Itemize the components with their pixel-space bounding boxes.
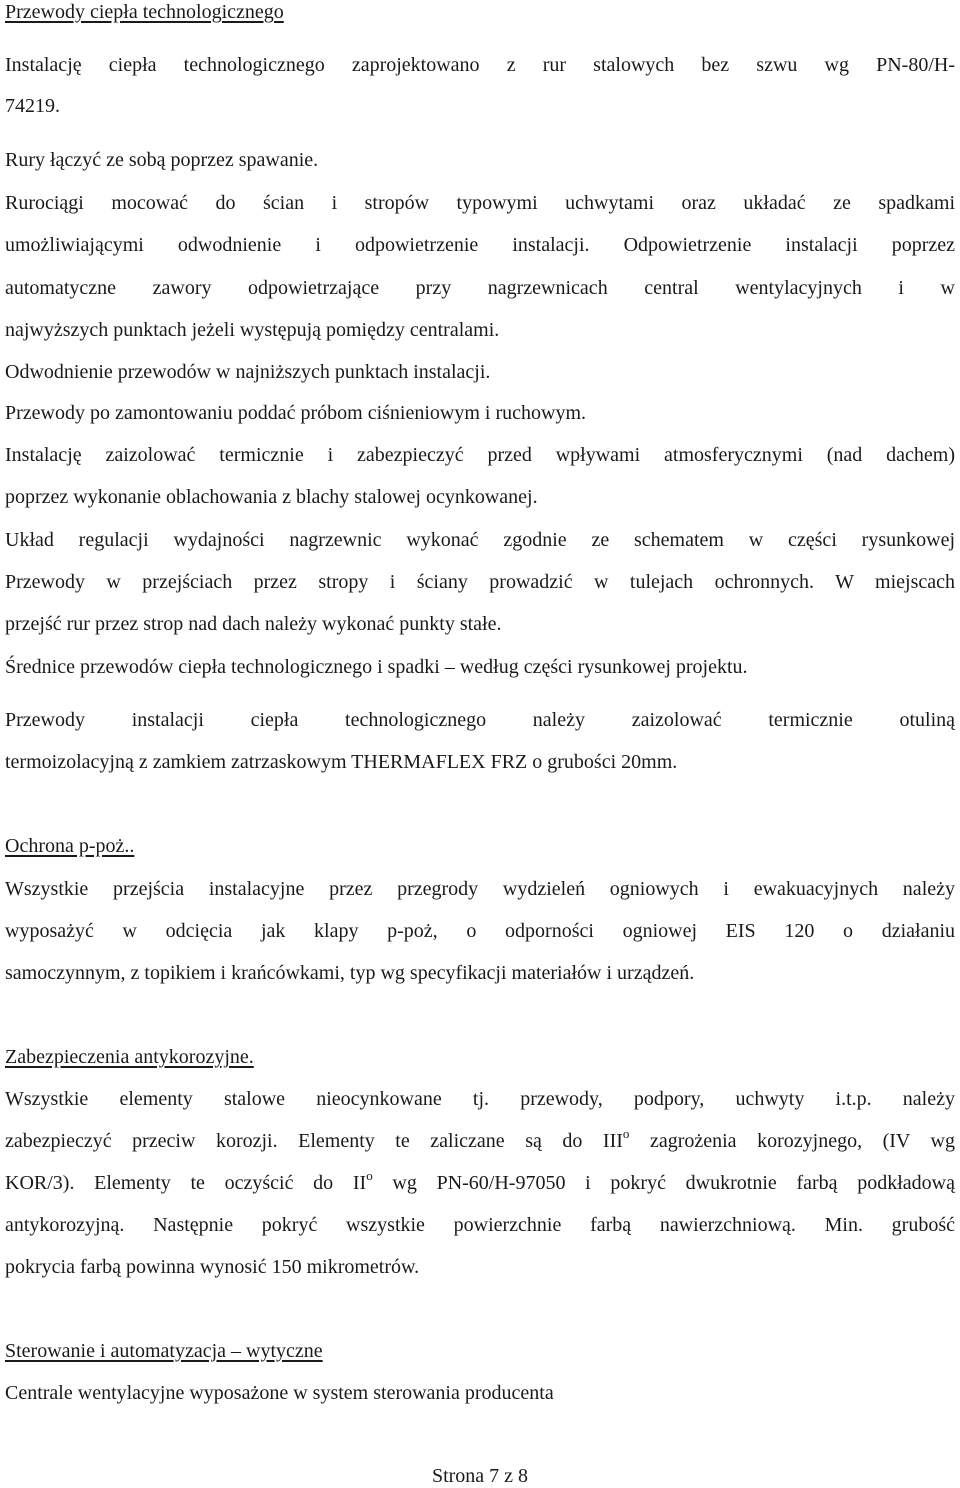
- text-line: Układ regulacji wydajności nagrzewnic wykonać zgodnie ze schematem w części rysunkowej: [5, 529, 955, 551]
- text-line: umożliwiającymi odwodnienie i odpowietrzenie instalacji. Odpowietrzenie instalacji poprzez: [5, 234, 955, 256]
- text-line: Instalację zaizolować termicznie i zabezpieczyć przed wpływami atmosferycznymi (nad dachem): [5, 444, 955, 466]
- text-line: Średnice przewodów ciepła technologicznego i spadki – według części rysunkowej projektu.: [5, 656, 748, 678]
- section-heading-fire: Ochrona p-poż..: [5, 835, 135, 857]
- text-line: Instalację ciepła technologicznego zaprojektowano z rur stalowych bez szwu wg PN-80/H-: [5, 54, 955, 76]
- text-line: Odwodnienie przewodów w najniższych punktach instalacji.: [5, 361, 491, 383]
- section-heading-control: Sterowanie i automatyzacja – wytyczne: [5, 1340, 323, 1362]
- text-line: pokrycia farbą powinna wynosić 150 mikrometrów.: [5, 1256, 420, 1278]
- text-line: Wszystkie przejścia instalacyjne przez przegrody wydzieleń ogniowych i ewakuacyjnych należy: [5, 878, 955, 900]
- text-line: poprzez wykonanie oblachowania z blachy stalowej ocynkowanej.: [5, 486, 538, 508]
- text-line: Przewody w przejściach przez stropy i ściany prowadzić w tulejach ochronnych. W miejscach: [5, 571, 955, 593]
- text-line: przejść rur przez strop nad dach należy wykonać punkty stałe.: [5, 613, 502, 635]
- text-line: Rury łączyć ze sobą poprzez spawanie.: [5, 149, 319, 171]
- text-line: najwyższych punktach jeżeli występują pomiędzy centralami.: [5, 319, 500, 341]
- section-heading-corrosion: Zabezpieczenia antykorozyjne.: [5, 1046, 254, 1068]
- text-line: antykorozyjną. Następnie pokryć wszystkie powierzchnie farbą nawierzchniową. Min. grubość: [5, 1214, 955, 1236]
- text-line: automatyczne zawory odpowietrzające przy nagrzewnicach central wentylacyjnych i w: [5, 277, 955, 299]
- text-line: 74219.: [5, 95, 60, 117]
- text-line: wyposażyć w odcięcia jak klapy p-poż, o odporności ogniowej EIS 120 o działaniu: [5, 920, 955, 942]
- text-line: Wszystkie elementy stalowe nieocynkowane tj. przewody, podpory, uchwyty i.t.p. należy: [5, 1088, 955, 1110]
- page-number: Strona 7 z 8: [431, 1465, 529, 1487]
- text-line: Przewody instalacji ciepła technologicznego należy zaizolować termicznie otuliną: [5, 709, 955, 731]
- text-line: zabezpieczyć przeciw korozji. Elementy te zaliczane są do III$^o$ zagrożenia korozyjnego, (IV wg: [5, 1126, 955, 1152]
- text-line: Centrale wentylacyjne wyposażone w system sterowania producenta: [5, 1382, 554, 1404]
- text-line: samoczynnym, z topikiem i krańcówkami, typ wg specyfikacji materiałów i urządzeń.: [5, 962, 695, 984]
- section-heading-heat: Przewody ciepła technologicznego: [5, 1, 284, 23]
- text-line: termoizolacyjną z zamkiem zatrzaskowym THERMAFLEX FRZ o grubości 20mm.: [5, 751, 678, 773]
- text-line: Rurociągi mocować do ścian i stropów typowymi uchwytami oraz układać ze spadkami: [5, 192, 955, 214]
- text-line: Przewody po zamontowaniu poddać próbom ciśnieniowym i ruchowym.: [5, 402, 586, 424]
- text-line: KOR/3). Elementy te oczyścić do $II^o$ wg PN-60/H-97050 i pokryć dwukrotnie farbą podkładową: [5, 1168, 955, 1194]
